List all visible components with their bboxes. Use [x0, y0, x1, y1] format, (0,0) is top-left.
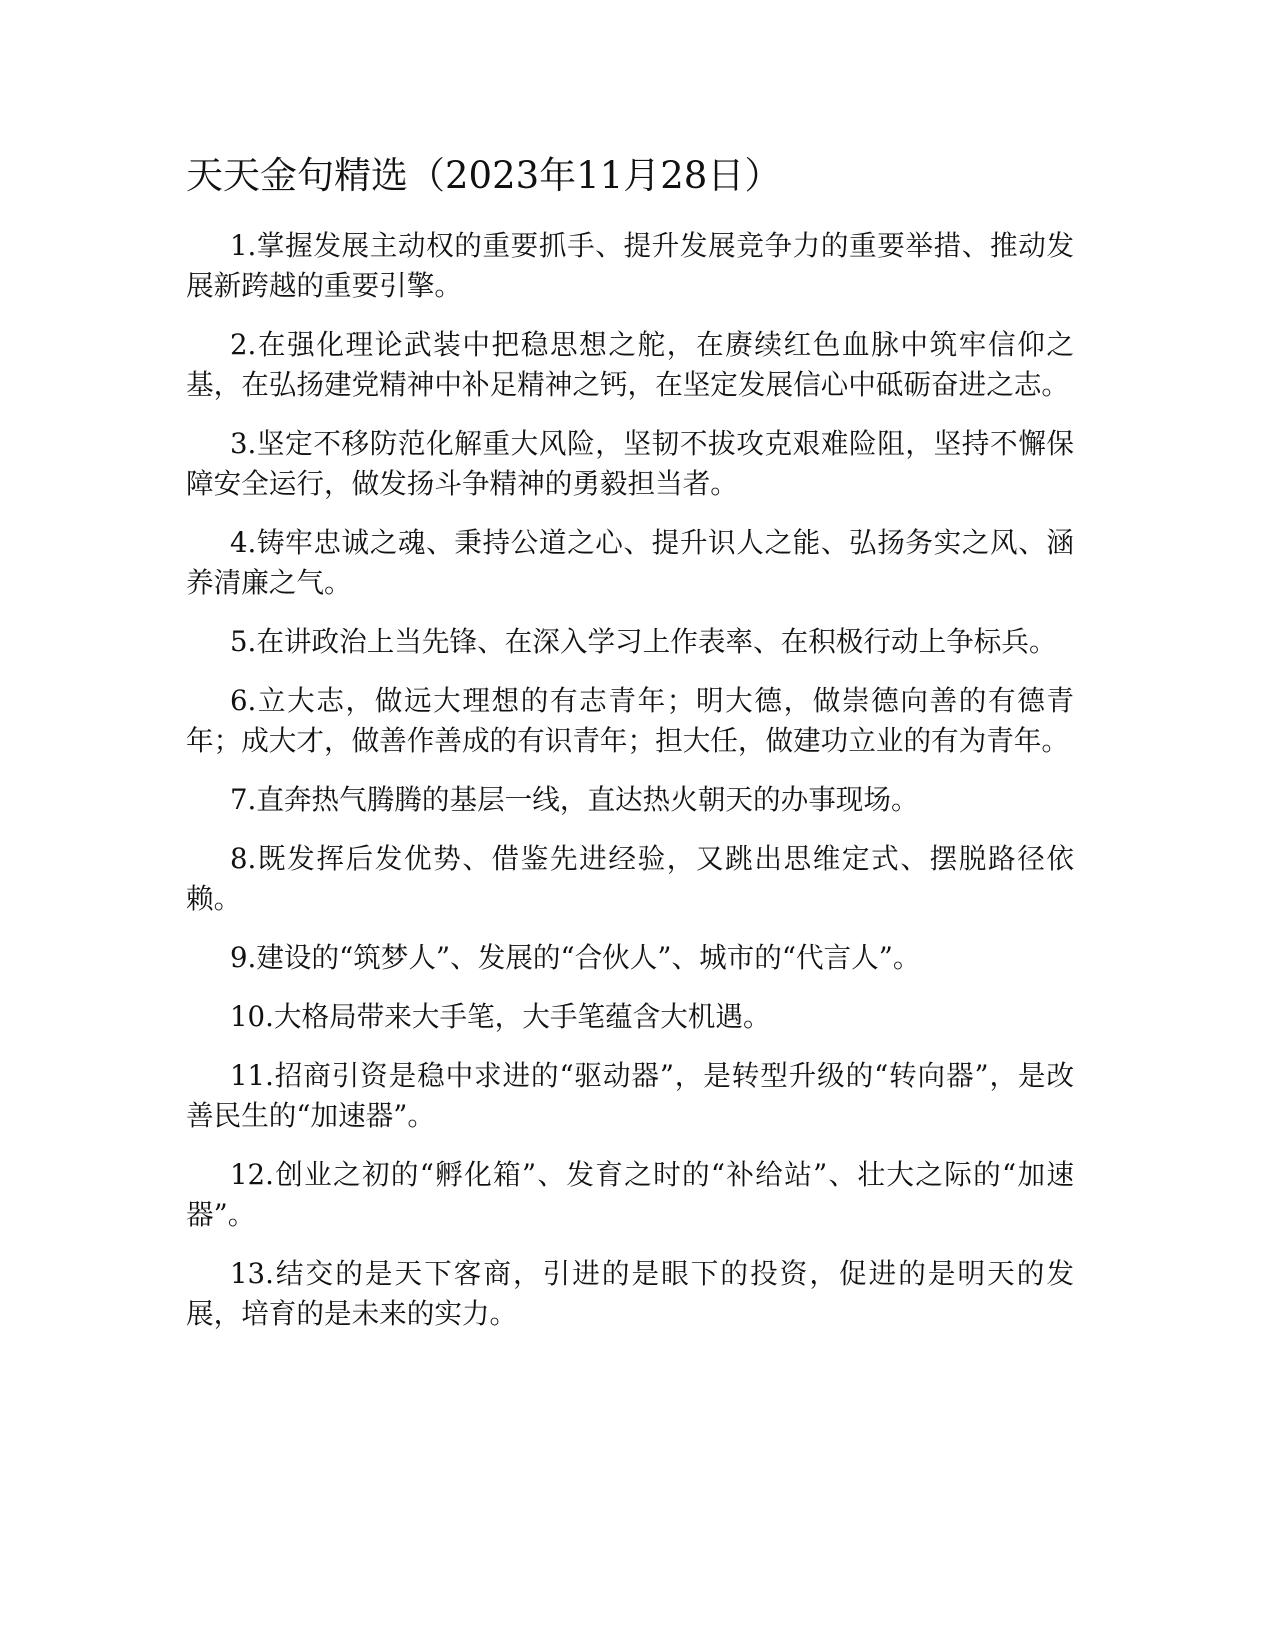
- quote-item-2: 2.在强化理论武装中把稳思想之舵，在赓续红色血脉中筑牢信仰之基，在弘扬建党精神中补足精神之钙，在坚定发展信心中砥砺奋进之志。: [186, 328, 1074, 401]
- quote-item-13: 13.结交的是天下客商，引进的是眼下的投资，促进的是明天的发展，培育的是未来的实力。: [186, 1257, 1074, 1330]
- quote-item-1: 1.掌握发展主动权的重要抓手、提升发展竞争力的重要举措、推动发展新跨越的重要引擎。: [186, 229, 1074, 302]
- quote-item-8: 8.既发挥后发优势、借鉴先进经验，又跳出思维定式、摆脱路径依赖。: [186, 842, 1074, 915]
- quote-item-12: 12.创业之初的“孵化箱”、发育之时的“补给站”、壮大之际的“加速器”。: [186, 1158, 1074, 1231]
- quote-item-4: 4.铸牢忠诚之魂、秉持公道之心、提升识人之能、弘扬务实之风、涵养清廉之气。: [186, 526, 1074, 599]
- quote-item-11: 11.招商引资是稳中求进的“驱动器”，是转型升级的“转向器”，是改善民生的“加速器”。: [186, 1059, 1074, 1132]
- quote-item-7: 7.直奔热气腾腾的基层一线，直达热火朝天的办事现场。: [230, 783, 919, 816]
- quote-list: [186, 226, 1074, 1353]
- quote-item-3: 3.坚定不移防范化解重大风险，坚韧不拔攻克艰难险阻，坚持不懈保障安全运行，做发扬斗争精神的勇毅担当者。: [186, 427, 1074, 500]
- quote-item-9: 9.建设的“筑梦人”、发展的“合伙人”、城市的“代言人”。: [230, 941, 921, 974]
- quote-item-6: 6.立大志，做远大理想的有志青年；明大德，做崇德向善的有德青年；成大才，做善作善成的有识青年；担大任，做建功立业的有为青年。: [186, 684, 1074, 757]
- quote-item-5: 5.在讲政治上当先锋、在深入学习上作表率、在积极行动上争标兵。: [230, 625, 1057, 658]
- quote-item-10: 10.大格局带来大手笔，大手笔蕴含大机遇。: [230, 1000, 771, 1033]
- document-title: 天天金句精选（2023年11月28日）: [186, 154, 782, 197]
